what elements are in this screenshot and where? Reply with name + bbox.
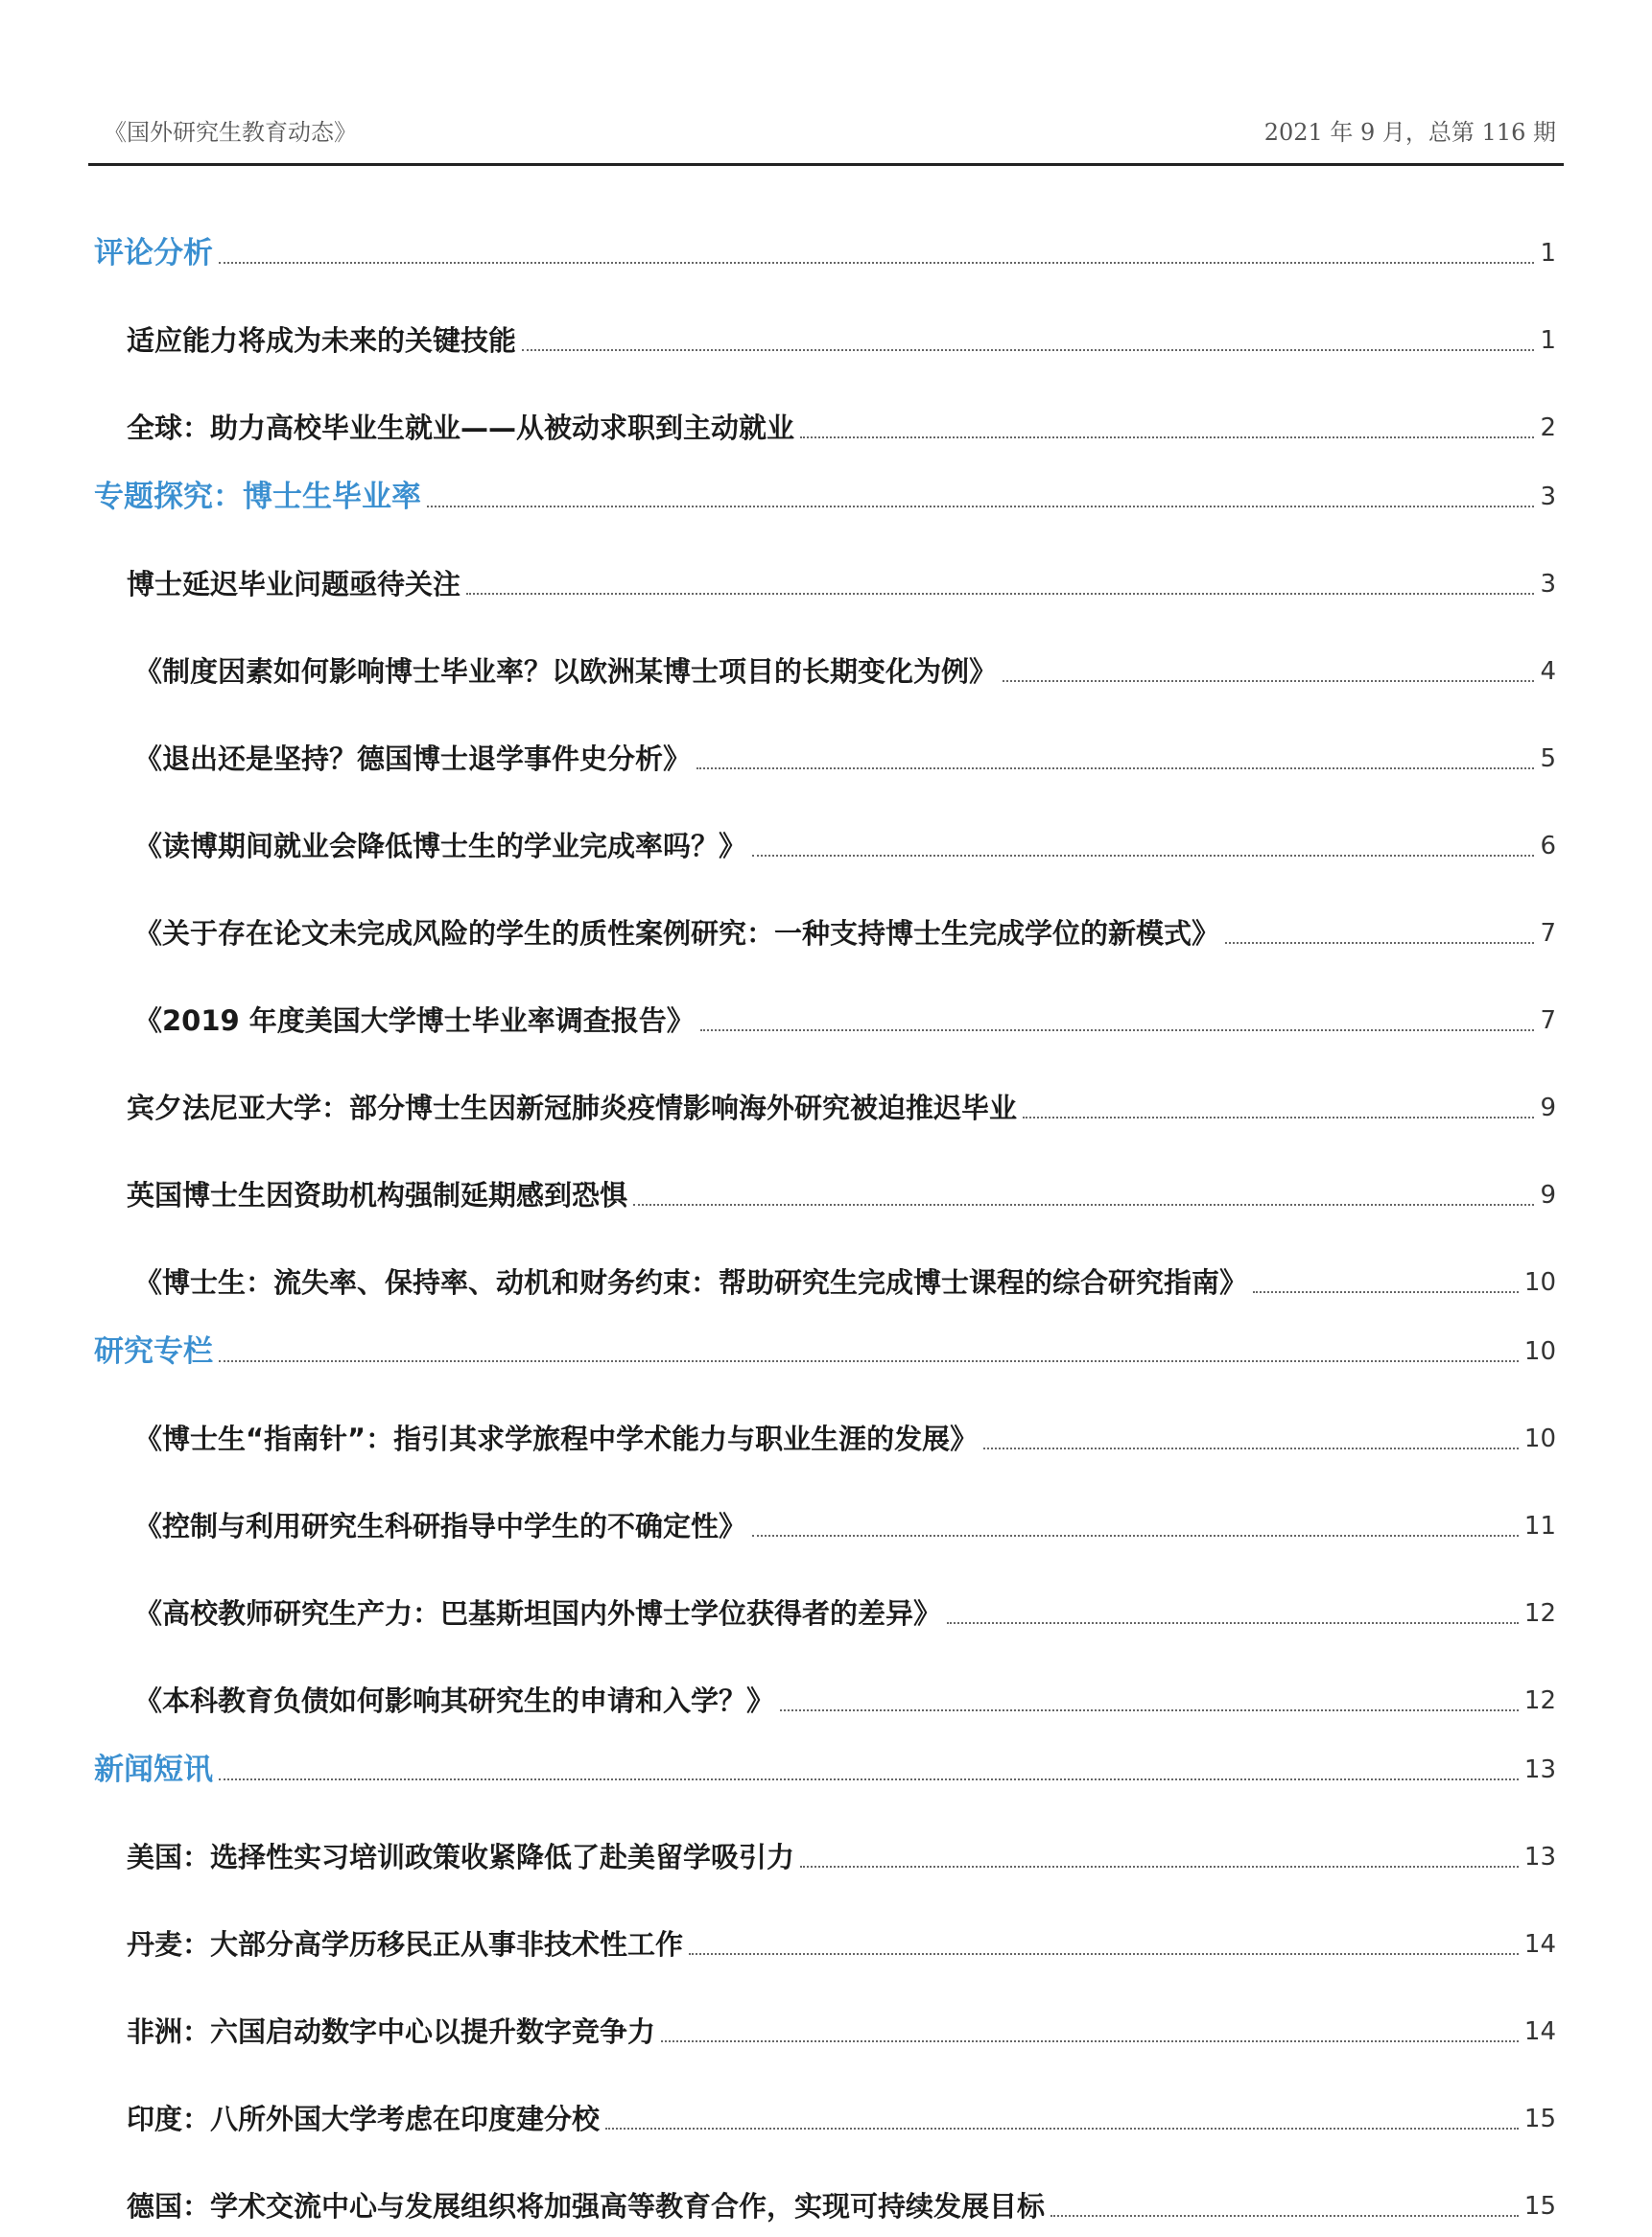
- dot-leader: [752, 855, 1534, 857]
- toc-section-heading[interactable]: [94, 447, 1556, 516]
- toc-page-number: 14: [1523, 1930, 1556, 1959]
- toc-entry[interactable]: [94, 1040, 1556, 1127]
- dot-leader: [696, 767, 1534, 769]
- toc-entry-title: 《关于存在论文未完成风险的学生的质性案例研究：一种支持博士生完成学位的新模式》: [134, 917, 1220, 950]
- toc-entry[interactable]: [94, 272, 1556, 360]
- toc-section-title: 新闻短讯: [94, 1753, 213, 1787]
- toc-entry[interactable]: [94, 865, 1556, 953]
- toc-entry-title: 《本科教育负债如何影响其研究生的申请和入学？》: [134, 1684, 775, 1717]
- toc-entry-title: 丹麦：大部分高学历移民正从事非技术性工作: [127, 1928, 684, 1961]
- dot-leader: [1023, 1117, 1534, 1118]
- toc-entry-title: 《读博期间就业会降低博士生的学业完成率吗？》: [134, 830, 747, 862]
- toc-entry-title: 博士延迟毕业问题亟待关注: [127, 568, 461, 600]
- toc-entry[interactable]: [94, 778, 1556, 865]
- toc-page-number: 1: [1540, 239, 1556, 268]
- toc-entry[interactable]: [94, 2051, 1556, 2138]
- toc-entry-title: 宾夕法尼亚大学：部分博士生因新冠肺炎疫情影响海外研究被迫推迟毕业: [127, 1092, 1018, 1124]
- toc-page-number: 10: [1523, 1268, 1556, 1297]
- toc-entry[interactable]: [94, 953, 1556, 1040]
- dot-leader: [1003, 680, 1534, 682]
- toc-page-number: 12: [1523, 1686, 1556, 1715]
- toc-section-title: 研究专栏: [94, 1334, 213, 1369]
- dot-leader: [752, 1535, 1519, 1537]
- toc-page-number: 10: [1523, 1425, 1556, 1453]
- toc-entry[interactable]: [94, 1876, 1556, 1964]
- table-of-contents: [94, 203, 1556, 2225]
- toc-page-number: 11: [1523, 1512, 1556, 1541]
- dot-leader: [661, 2040, 1519, 2042]
- toc-entry-title: 美国：选择性实习培训政策收紧降低了赴美留学吸引力: [127, 1841, 795, 1873]
- toc-entry[interactable]: [94, 1789, 1556, 1876]
- toc-entry[interactable]: [94, 603, 1556, 691]
- toc-entry[interactable]: [94, 1964, 1556, 2051]
- dot-leader: [219, 1778, 1519, 1780]
- dot-leader: [219, 262, 1534, 264]
- toc-page-number: 9: [1540, 1094, 1556, 1122]
- toc-section-heading[interactable]: [94, 203, 1556, 272]
- toc-page-number: 15: [1523, 2192, 1556, 2221]
- dot-leader: [466, 593, 1534, 595]
- toc-entry-title: 非洲：六国启动数字中心以提升数字竞争力: [127, 2015, 656, 2048]
- toc-entry-title: 适应能力将成为未来的关键技能: [127, 324, 517, 357]
- dot-leader: [700, 1029, 1535, 1031]
- toc-entry[interactable]: [94, 1458, 1556, 1545]
- toc-page-number: 2: [1540, 413, 1556, 442]
- toc-entry[interactable]: [94, 2138, 1556, 2225]
- toc-page-number: 12: [1523, 1599, 1556, 1628]
- toc-page-number: 6: [1540, 832, 1556, 860]
- toc-page-number: 1: [1540, 326, 1556, 355]
- dot-leader: [1050, 2215, 1519, 2217]
- toc-entry[interactable]: [94, 1127, 1556, 1214]
- toc-entry[interactable]: [94, 1371, 1556, 1458]
- toc-entry-title: 《控制与利用研究生科研指导中学生的不确定性》: [134, 1510, 747, 1542]
- toc-entry[interactable]: [94, 1633, 1556, 1720]
- dot-leader: [800, 436, 1534, 438]
- toc-page-number: 13: [1523, 1755, 1556, 1784]
- dot-leader: [800, 1866, 1519, 1868]
- dot-leader: [219, 1360, 1519, 1362]
- toc-entry-title: 《制度因素如何影响博士毕业率？以欧洲某博士项目的长期变化为例》: [134, 655, 998, 688]
- toc-entry-title: 《博士生“指南针”：指引其求学旅程中学术能力与职业生涯的发展》: [134, 1423, 979, 1455]
- toc-page-number: 5: [1540, 744, 1556, 773]
- dot-leader: [633, 1204, 1534, 1206]
- toc-section-heading[interactable]: [94, 1302, 1556, 1371]
- toc-entry-title: 《退出还是坚持？德国博士退学事件史分析》: [134, 742, 692, 775]
- toc-page-number: 3: [1540, 570, 1556, 599]
- dot-leader: [1253, 1291, 1519, 1293]
- toc-entry[interactable]: [94, 360, 1556, 447]
- toc-entry-title: 英国博士生因资助机构强制延期感到恐惧: [127, 1179, 628, 1212]
- dot-leader: [427, 506, 1534, 507]
- dot-leader: [1225, 942, 1534, 944]
- toc-entry-title: 全球：助力高校毕业生就业——从被动求职到主动就业: [127, 412, 795, 444]
- header-divider: [88, 163, 1564, 166]
- toc-page-number: 7: [1540, 919, 1556, 948]
- toc-entry[interactable]: [94, 1214, 1556, 1302]
- toc-section-title: 评论分析: [94, 236, 213, 271]
- toc-page-number: 4: [1540, 657, 1556, 686]
- toc-page-number: 9: [1540, 1181, 1556, 1210]
- journal-title: 《国外研究生教育动态》: [104, 118, 357, 146]
- dot-leader: [689, 1953, 1519, 1955]
- toc-section-heading[interactable]: [94, 1720, 1556, 1789]
- dot-leader: [983, 1448, 1519, 1449]
- toc-page-number: 3: [1540, 483, 1556, 511]
- toc-entry[interactable]: [94, 1545, 1556, 1633]
- toc-section-title: 专题探究：博士生毕业率: [94, 480, 421, 514]
- page-header: [104, 107, 1556, 152]
- toc-entry[interactable]: [94, 516, 1556, 603]
- toc-entry-title: 德国：学术交流中心与发展组织将加强高等教育合作，实现可持续发展目标: [127, 2190, 1046, 2223]
- toc-page-number: 15: [1523, 2105, 1556, 2133]
- dot-leader: [605, 2128, 1519, 2130]
- issue-info: 2021 年 9 月，总第 116 期: [1263, 118, 1556, 146]
- toc-entry-title: 《博士生：流失率、保持率、动机和财务约束：帮助研究生完成博士课程的综合研究指南》: [134, 1266, 1248, 1299]
- toc-page-number: 14: [1523, 2017, 1556, 2046]
- toc-entry[interactable]: [94, 691, 1556, 778]
- dot-leader: [780, 1709, 1519, 1711]
- toc-page-number: 13: [1523, 1843, 1556, 1872]
- toc-page-number: 10: [1523, 1337, 1556, 1366]
- dot-leader: [947, 1622, 1519, 1624]
- toc-entry-title: 《2019 年度美国大学博士毕业率调查报告》: [134, 1004, 695, 1037]
- dot-leader: [522, 349, 1534, 351]
- toc-page-number: 7: [1540, 1006, 1556, 1035]
- toc-entry-title: 《高校教师研究生产力：巴基斯坦国内外博士学位获得者的差异》: [134, 1597, 942, 1630]
- toc-entry-title: 印度：八所外国大学考虑在印度建分校: [127, 2103, 601, 2135]
